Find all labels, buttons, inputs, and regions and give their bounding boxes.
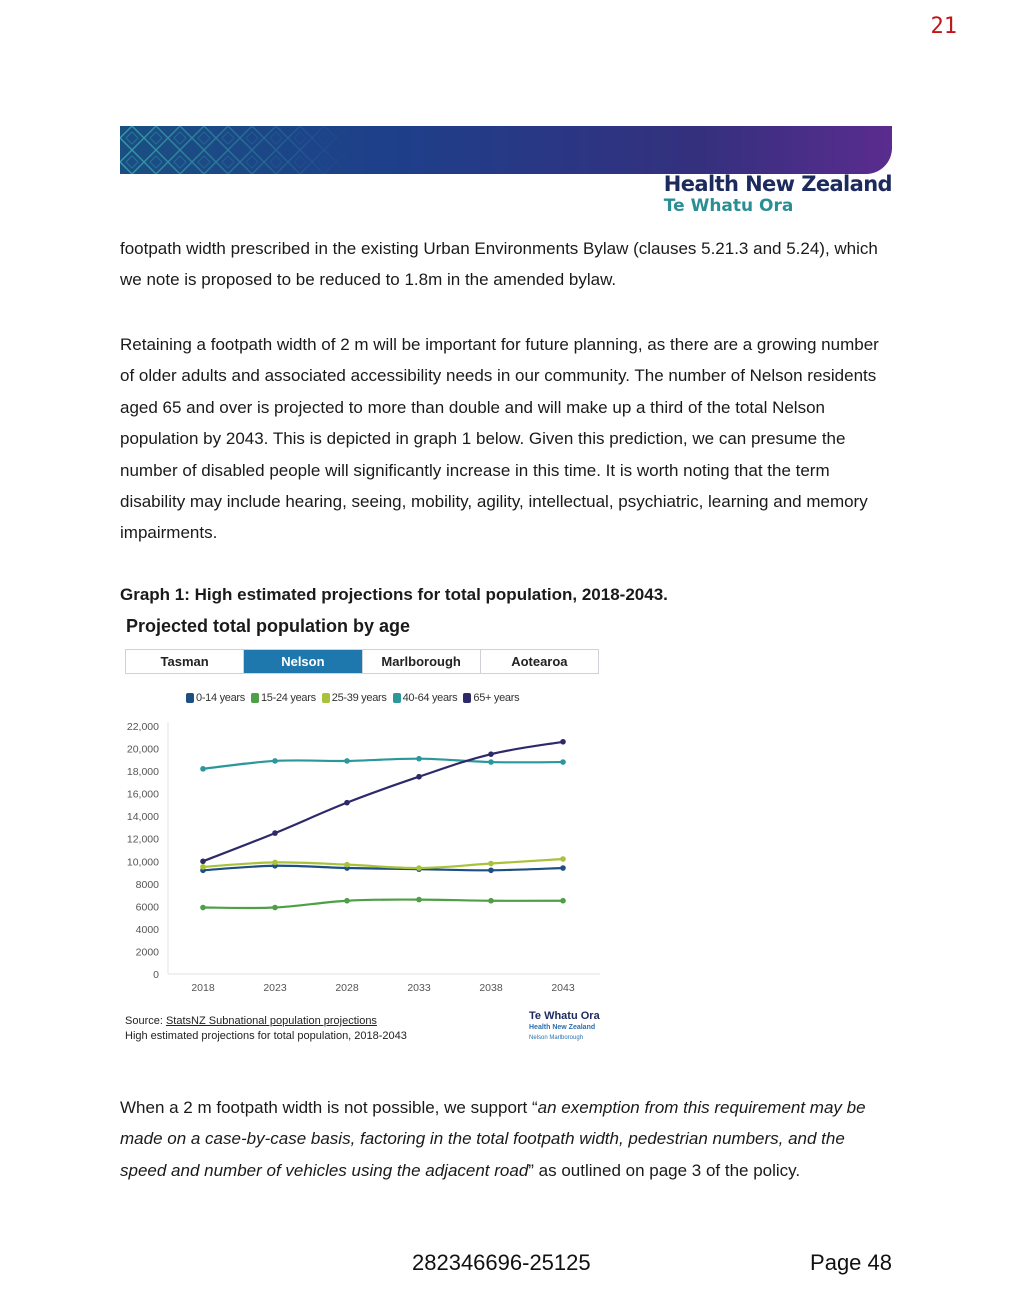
data-point [344,800,350,806]
data-point [488,751,494,757]
legend-swatch [393,693,401,703]
p3-quote: an exemption from this requirement may be made on a case-by-case basis, factoring in the total footpath width, pedestrian numbers, and the speed and number of vehicles using the adjacent road [120,1098,866,1180]
series-line [203,759,563,769]
x-tick-label: 2028 [335,982,359,994]
y-tick-label: 16,000 [126,788,159,801]
page-number: 21 [930,14,957,39]
data-point [560,865,566,871]
y-tick-label: 18,000 [126,766,159,779]
data-point [272,830,278,836]
data-point [416,897,422,903]
legend-swatch [463,693,471,703]
p3-text-after: ” as outlined on page 3 of the policy. [528,1160,801,1180]
brand-maori-name: Te Whatu Ora [663,196,794,216]
legend-item [251,692,316,704]
data-point [272,758,278,764]
data-point [416,756,422,762]
y-tick-label: 14,000 [126,811,159,824]
data-point [200,858,206,864]
line-chart [118,712,608,1002]
data-point [488,759,494,765]
legend-label: 65+ years [473,692,520,704]
data-point [200,905,206,911]
legend-item [463,692,519,704]
data-point [344,898,350,904]
tab-nelson[interactable]: Nelson [244,650,362,673]
paragraph-1: footpath width prescribed in the existing Urban Environments Bylaw (clauses 5.21.3 and 5.24), which we note is proposed to be reduced to 1.8m in the amended bylaw. [120,239,878,290]
data-point [560,759,566,765]
legend-label: 40-64 years [402,692,458,704]
chart-logo-title: Te Whatu Ora [529,1010,600,1022]
y-tick-label: 0 [153,969,159,981]
graph-caption: Graph 1: High estimated projections for total population, 2018-2043. [120,585,668,604]
data-point [416,774,422,780]
legend-swatch [186,693,194,703]
legend-label: 0-14 years [196,692,245,704]
legend-label: 25-39 years [331,692,387,704]
x-tick-label: 2043 [551,982,575,994]
x-tick-label: 2018 [191,982,215,994]
legend-item [393,692,458,704]
tab-aotearoa[interactable]: Aotearoa [511,654,568,669]
data-point [560,739,566,745]
footer-page-number: Page 48 [810,1250,892,1275]
population-chart-figure [118,612,618,1052]
legend-item [322,692,387,704]
chart-legend [186,692,519,704]
legend-item [186,692,245,704]
data-point [344,862,350,868]
tab-tasman[interactable]: Tasman [126,650,244,673]
x-tick-label: 2033 [407,982,431,994]
legend-label: 15-24 years [260,692,316,704]
y-tick-label: 2000 [135,946,159,959]
paragraph-2: Retaining a footpath width of 2 m will be important for future planning, as there are a growing number of older adults and associated accessibility needs in our community. The number of Nelson residents aged 65 and over is projected to more than double and will make up a third of the total Nelson population by 2043. This is depicted in graph 1 below. Given this prediction, we can presume the number of disabled people will significantly increase in this time. It is worth noting that the term disability may include hearing, seeing, mobility, agility, intellectual, psychiatric, learning and memory impairments. [120,335,879,543]
data-point [560,898,566,904]
data-point [200,864,206,870]
header-banner [120,126,892,174]
data-point [272,905,278,911]
data-point [488,861,494,867]
tab-marlborough[interactable]: Marlborough [363,650,481,673]
series-line [203,900,563,908]
y-tick-label: 8000 [135,878,159,891]
data-point [200,766,206,772]
p3-text-before: When a 2 m footpath width is not possible, we support “ [120,1098,538,1117]
chart-logo [529,1010,600,1043]
y-tick-label: 4000 [135,923,159,936]
brand-name: Health New Zealand [663,172,892,196]
data-point [272,860,278,866]
source-note: High estimated projections for total population, 2018-2043 [125,1030,407,1042]
data-point [488,898,494,904]
chart-logo-sub1: Health New Zealand [529,1024,596,1031]
data-point [416,865,422,871]
region-tabs [125,649,599,674]
chart-source [125,1014,407,1044]
legend-swatch [251,693,259,703]
chart-logo-sub2: Nelson Marlborough [529,1035,584,1041]
data-point [344,758,350,764]
data-point [560,856,566,862]
y-tick-label: 12,000 [126,833,159,846]
x-tick-label: 2038 [479,982,503,994]
y-tick-label: 6000 [135,901,159,914]
chart-title: Projected total population by age [126,616,411,636]
data-point [488,867,494,873]
source-prefix: Source: [125,1015,166,1027]
brand-logo [664,172,892,216]
document-id: 282346696-25125 [412,1250,591,1275]
source-link[interactable]: StatsNZ Subnational population projections [165,1015,377,1027]
y-tick-label: 22,000 [126,721,159,733]
x-tick-label: 2023 [263,982,287,994]
y-tick-label: 10,000 [126,856,159,869]
legend-swatch [322,693,330,703]
paragraph-3 [120,1092,895,1186]
y-tick-label: 20,000 [126,743,159,756]
